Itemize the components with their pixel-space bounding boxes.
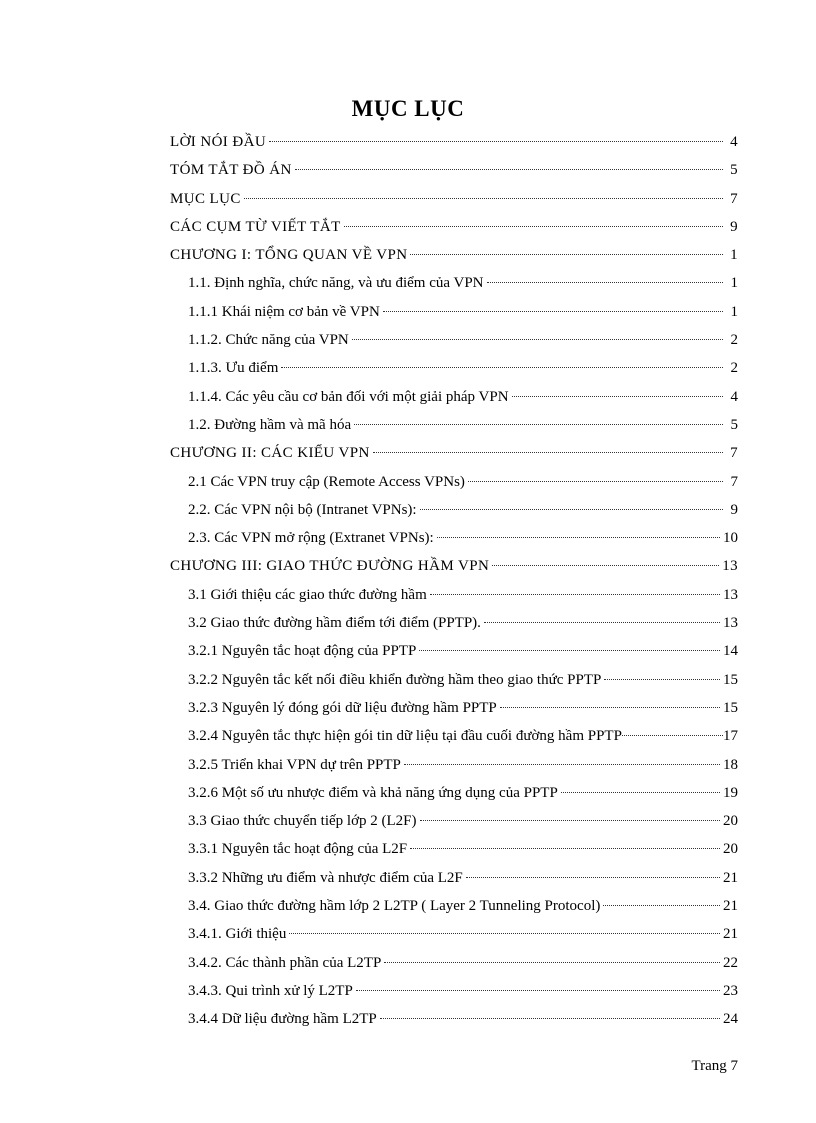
toc-label: 3.2.5 Triển khai VPN dự trên PPTP	[188, 756, 401, 773]
toc-label: 3.2.3 Nguyên lý đóng gói dữ liệu đường hầm PPTP	[188, 699, 497, 716]
toc-page-number: 4	[730, 134, 738, 150]
toc-page-number: 21	[723, 869, 738, 886]
toc-row	[170, 383, 738, 411]
page-footer-number: Trang 7	[691, 1058, 738, 1074]
toc-page-number: 9	[730, 501, 738, 518]
toc-page-number: 7	[730, 473, 738, 490]
leader-dots	[512, 396, 723, 397]
toc-page-number: 2	[730, 332, 738, 349]
leader-dots	[603, 905, 720, 906]
toc-page-number: 14	[723, 643, 738, 660]
leader-dots	[383, 311, 723, 312]
leader-dots	[420, 509, 723, 510]
toc-page-number: 13	[722, 558, 738, 575]
toc-page-number: 21	[723, 926, 738, 943]
toc-page-number: 22	[723, 954, 738, 971]
toc-row	[170, 156, 738, 184]
toc-row	[170, 864, 738, 892]
leader-dots	[281, 367, 723, 368]
toc-page-number: 18	[723, 756, 738, 773]
toc-row	[170, 552, 738, 580]
toc-row	[170, 637, 738, 665]
leader-dots	[356, 990, 720, 991]
toc-label: CÁC CỤM TỪ VIẾT TẮT	[170, 218, 341, 235]
toc-page-number: 7	[730, 445, 738, 462]
toc-row	[170, 354, 738, 382]
toc-label: 3.4.1. Giới thiệu	[188, 926, 287, 943]
toc-page-number: 24	[723, 1011, 738, 1028]
toc-page-number: 15	[723, 671, 738, 688]
toc-label: 3.4. Giao thức đường hầm lớp 2 L2TP ( Layer 2 Tunneling Protocol)	[188, 898, 601, 915]
toc-page-number: 20	[723, 841, 738, 858]
toc-row	[170, 496, 738, 524]
toc-label: 3.2.2 Nguyên tắc kết nối điều khiển đường hầm theo giao thức PPTP	[188, 671, 602, 688]
toc-page-number: 9	[730, 218, 738, 235]
leader-dots	[484, 622, 720, 623]
page-title: MỤC LỤC	[351, 96, 465, 121]
toc-label: 2.2. Các VPN nội bộ (Intranet VPNs):	[188, 501, 417, 518]
toc-row	[170, 722, 738, 750]
leader-dots	[561, 792, 720, 793]
toc-label: 3.4.3. Qui trình xử lý L2TP	[188, 982, 353, 999]
toc-row	[170, 524, 738, 552]
toc-label: 3.2.6 Một số ưu nhược điểm và khả năng ứng dụng của PPTP	[188, 784, 558, 801]
leader-dots	[344, 226, 723, 227]
leader-dots	[622, 735, 723, 736]
toc-label: 1.1.4. Các yêu cầu cơ bản đối với một giải pháp VPN	[188, 388, 509, 405]
toc-label: MỤC LỤC	[170, 190, 241, 207]
toc-label: 3.2.4 Nguyên tắc thực hiện gói tin dữ liệu tại đầu cuối đường hầm PPTP	[188, 728, 622, 745]
toc-label: 3.3.1 Nguyên tắc hoạt động của L2F	[188, 841, 408, 858]
toc-page-number: 17	[723, 728, 738, 745]
leader-dots	[492, 565, 719, 566]
toc-label: CHƯƠNG III: GIAO THỨC ĐƯỜNG HẦM VPN	[170, 558, 490, 575]
leader-dots	[352, 339, 723, 340]
leader-dots	[404, 764, 720, 765]
toc-page-number: 19	[723, 784, 738, 801]
toc-row	[170, 185, 738, 213]
toc-label: TÓM TẮT ĐỒ ÁN	[170, 162, 292, 179]
toc-row	[170, 920, 738, 948]
toc-row	[170, 439, 738, 467]
toc-row	[170, 1005, 738, 1033]
toc-row	[170, 241, 738, 269]
toc-row	[170, 807, 738, 835]
toc-label: 3.3 Giao thức chuyển tiếp lớp 2 (L2F)	[188, 813, 417, 830]
leader-dots	[487, 282, 723, 283]
toc-label: 3.1 Giới thiệu các giao thức đường hầm	[188, 586, 427, 603]
toc-page-number: 20	[723, 813, 738, 830]
leader-dots	[380, 1018, 720, 1019]
toc-label: 2.3. Các VPN mở rộng (Extranet VPNs):	[188, 530, 434, 547]
toc-row	[170, 326, 738, 354]
leader-dots	[373, 452, 723, 453]
toc-row	[170, 835, 738, 863]
toc-row	[170, 666, 738, 694]
toc-row	[170, 468, 738, 496]
leader-dots	[410, 848, 720, 849]
toc-page-number: 4	[730, 388, 738, 405]
toc-page-number: 21	[723, 898, 738, 915]
toc-page-number: 15	[723, 699, 738, 716]
leader-dots	[604, 679, 720, 680]
leader-dots	[500, 707, 720, 708]
leader-dots	[295, 169, 723, 170]
leader-dots	[468, 481, 723, 482]
leader-dots	[430, 594, 720, 595]
toc-label: 3.3.2 Những ưu điểm và nhược điểm của L2F	[188, 869, 463, 886]
toc-label: 1.1.1 Khái niệm cơ bản về VPN	[188, 303, 380, 320]
toc-page-number: 2	[730, 360, 738, 377]
leader-dots	[244, 198, 723, 199]
leader-dots	[419, 650, 720, 651]
toc-row	[170, 269, 738, 297]
toc-page-number: 1	[730, 303, 738, 320]
table-of-contents	[170, 128, 738, 1034]
toc-label: 3.4.4 Dữ liệu đường hầm L2TP	[188, 1011, 377, 1028]
toc-page-number: 1	[730, 275, 738, 292]
toc-page-number: 10	[723, 530, 738, 547]
toc-row	[170, 128, 738, 156]
leader-dots	[420, 820, 720, 821]
toc-row	[170, 892, 738, 920]
toc-row	[170, 609, 738, 637]
toc-label: 3.2.1 Nguyên tắc hoạt động của PPTP	[188, 643, 417, 660]
leader-dots	[466, 877, 720, 878]
toc-row	[170, 977, 738, 1005]
toc-label: 1.1.3. Ưu điểm	[188, 360, 279, 377]
leader-dots	[354, 424, 723, 425]
toc-page-number: 5	[730, 162, 738, 179]
toc-label: 2.1 Các VPN truy cập (Remote Access VPNs)	[188, 473, 465, 490]
toc-row	[170, 581, 738, 609]
leader-dots	[410, 254, 723, 255]
leader-dots	[437, 537, 720, 538]
toc-page-number: 1	[730, 247, 738, 264]
toc-row	[170, 751, 738, 779]
toc-label: CHƯƠNG II: CÁC KIỂU VPN	[170, 445, 370, 462]
toc-label: CHƯƠNG I: TỔNG QUAN VỀ VPN	[170, 247, 408, 264]
toc-label: 3.2 Giao thức đường hầm điểm tới điểm (PPTP).	[188, 615, 481, 632]
toc-page-number: 7	[730, 190, 738, 207]
toc-row	[170, 411, 738, 439]
toc-label: 1.2. Đường hầm và mã hóa	[188, 416, 352, 433]
leader-dots	[289, 933, 720, 934]
toc-row	[170, 694, 738, 722]
toc-page-number: 13	[723, 615, 738, 632]
toc-page-number: 5	[730, 416, 738, 433]
toc-label: LỜI NÓI ĐẦU	[170, 134, 267, 150]
toc-page-number: 23	[723, 982, 738, 999]
toc-label: 3.4.2. Các thành phần của L2TP	[188, 954, 382, 971]
toc-row	[170, 213, 738, 241]
toc-row	[170, 779, 738, 807]
toc-row	[170, 298, 738, 326]
toc-label: 1.1. Định nghĩa, chức năng, và ưu điểm của VPN	[188, 275, 484, 292]
leader-dots	[384, 962, 720, 963]
toc-label: 1.1.2. Chức năng của VPN	[188, 332, 349, 349]
toc-row	[170, 949, 738, 977]
leader-dots	[269, 141, 723, 142]
toc-page-number: 13	[723, 586, 738, 603]
